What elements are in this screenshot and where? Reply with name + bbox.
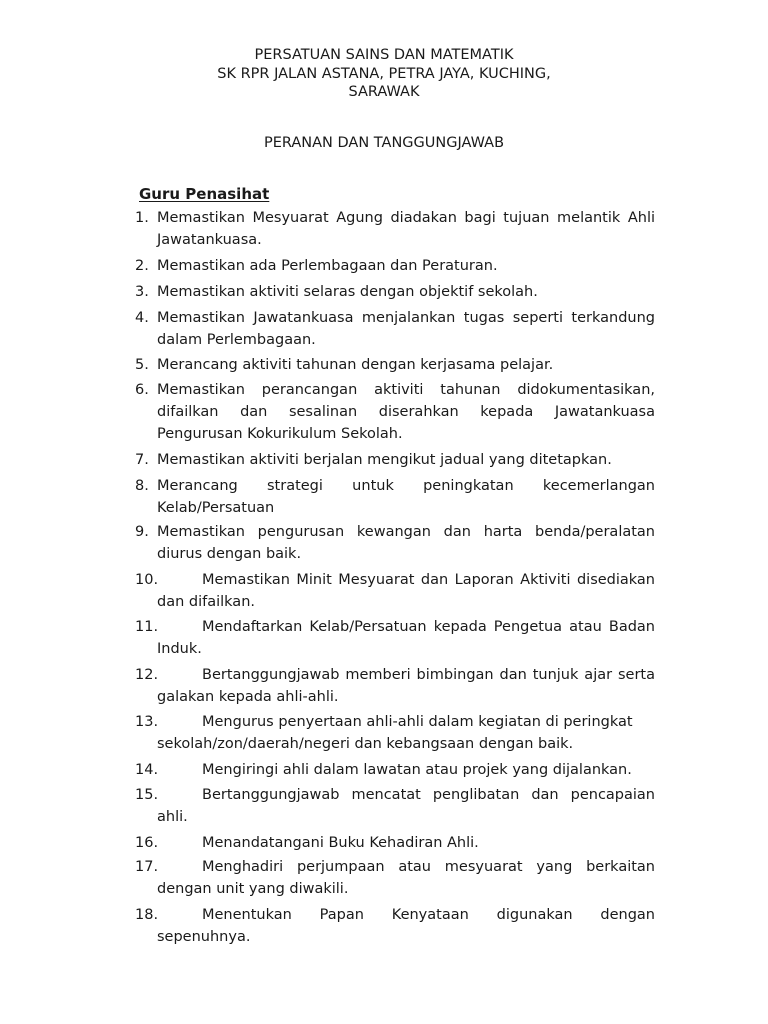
item-number: 2. [135, 258, 149, 274]
list-item [135, 521, 655, 565]
item-text: Mengiringi ahli dalam lawatan atau projek yang dijalankan. [202, 762, 632, 778]
item-text: Memastikan perancangan aktiviti tahunan didokumentasikan, difailkan dan sesalinan diserahkan kepada Jawatankuasa Pengurusan Kokurikulum Sekolah. [157, 382, 655, 442]
list-item [135, 307, 655, 351]
item-number: 6. [135, 382, 149, 398]
list-item [135, 379, 655, 445]
header-line-3: SARAWAK [348, 84, 420, 100]
list-item [135, 664, 655, 708]
list-item [135, 475, 655, 519]
list-item [135, 569, 655, 613]
list-item [135, 616, 655, 660]
list-item [135, 784, 655, 828]
item-text: Memastikan aktiviti selaras dengan objektif sekolah. [157, 284, 538, 300]
item-number: 9. [135, 524, 149, 540]
item-text: Mendaftarkan Kelab/Persatuan kepada Pengetua atau Badan Induk. [157, 619, 655, 657]
item-number: 11. [135, 619, 159, 635]
item-text: Bertanggungjawab mencatat penglibatan dan pencapaian ahli. [157, 787, 655, 825]
item-number: 15. [135, 787, 159, 803]
item-text: Menghadiri perjumpaan atau mesyuarat yang berkaitan dengan unit yang diwakili. [157, 859, 655, 897]
item-text: Mengurus penyertaan ahli-ahli dalam kegiatan di peringkat sekolah/zon/daerah/negeri dan kebangsaan dengan baik. [157, 714, 633, 752]
item-text: Memastikan aktiviti berjalan mengikut jadual yang ditetapkan. [157, 452, 612, 468]
list-item [135, 904, 655, 948]
item-number: 12. [135, 667, 159, 683]
item-text: Bertanggungjawab memberi bimbingan dan tunjuk ajar serta galakan kepada ahli-ahli. [157, 667, 655, 705]
item-number: 16. [135, 835, 159, 851]
item-text: Menentukan Papan Kenyataan digunakan dengan sepenuhnya. [157, 907, 655, 945]
list-item [135, 856, 655, 900]
item-number: 5. [135, 357, 149, 373]
document-subheading: PERANAN DAN TANGGUNGJAWAB [263, 135, 505, 151]
list-item [135, 255, 655, 277]
list-item [135, 281, 655, 303]
item-text: Merancang strategi untuk peningkatan kecemerlangan Kelab/Persatuan [157, 478, 655, 516]
section-title: Guru Penasihat [139, 185, 270, 203]
item-number: 13. [135, 714, 159, 730]
list-item [135, 449, 655, 471]
list-item [135, 354, 655, 376]
item-number: 3. [135, 284, 149, 300]
list-item [135, 832, 655, 854]
item-text: Memastikan ada Perlembagaan dan Peraturan. [157, 258, 498, 274]
item-number: 8. [135, 478, 149, 494]
item-text: Memastikan pengurusan kewangan dan harta benda/peralatan diurus dengan baik. [157, 524, 655, 562]
item-text: Menandatangani Buku Kehadiran Ahli. [202, 835, 479, 851]
list-item [135, 207, 655, 251]
list-item [135, 711, 655, 755]
list-item [135, 759, 655, 781]
item-number: 4. [135, 310, 149, 326]
item-text: Memastikan Mesyuarat Agung diadakan bagi tujuan melantik Ahli Jawatankuasa. [157, 210, 655, 248]
item-number: 18. [135, 907, 159, 923]
item-text: Memastikan Jawatankuasa menjalankan tugas seperti terkandung dalam Perlembagaan. [157, 310, 655, 348]
item-number: 10. [135, 572, 159, 588]
item-number: 1. [135, 210, 149, 226]
item-number: 17. [135, 859, 159, 875]
header-line-1: PERSATUAN SAINS DAN MATEMATIK [254, 47, 514, 63]
header-line-2: SK RPR JALAN ASTANA, PETRA JAYA, KUCHING, [217, 65, 551, 82]
item-number: 7. [135, 452, 149, 468]
item-number: 14. [135, 762, 159, 778]
item-text: Merancang aktiviti tahunan dengan kerjasama pelajar. [157, 357, 554, 373]
item-text: Memastikan Minit Mesyuarat dan Laporan Aktiviti disediakan dan difailkan. [157, 572, 655, 610]
